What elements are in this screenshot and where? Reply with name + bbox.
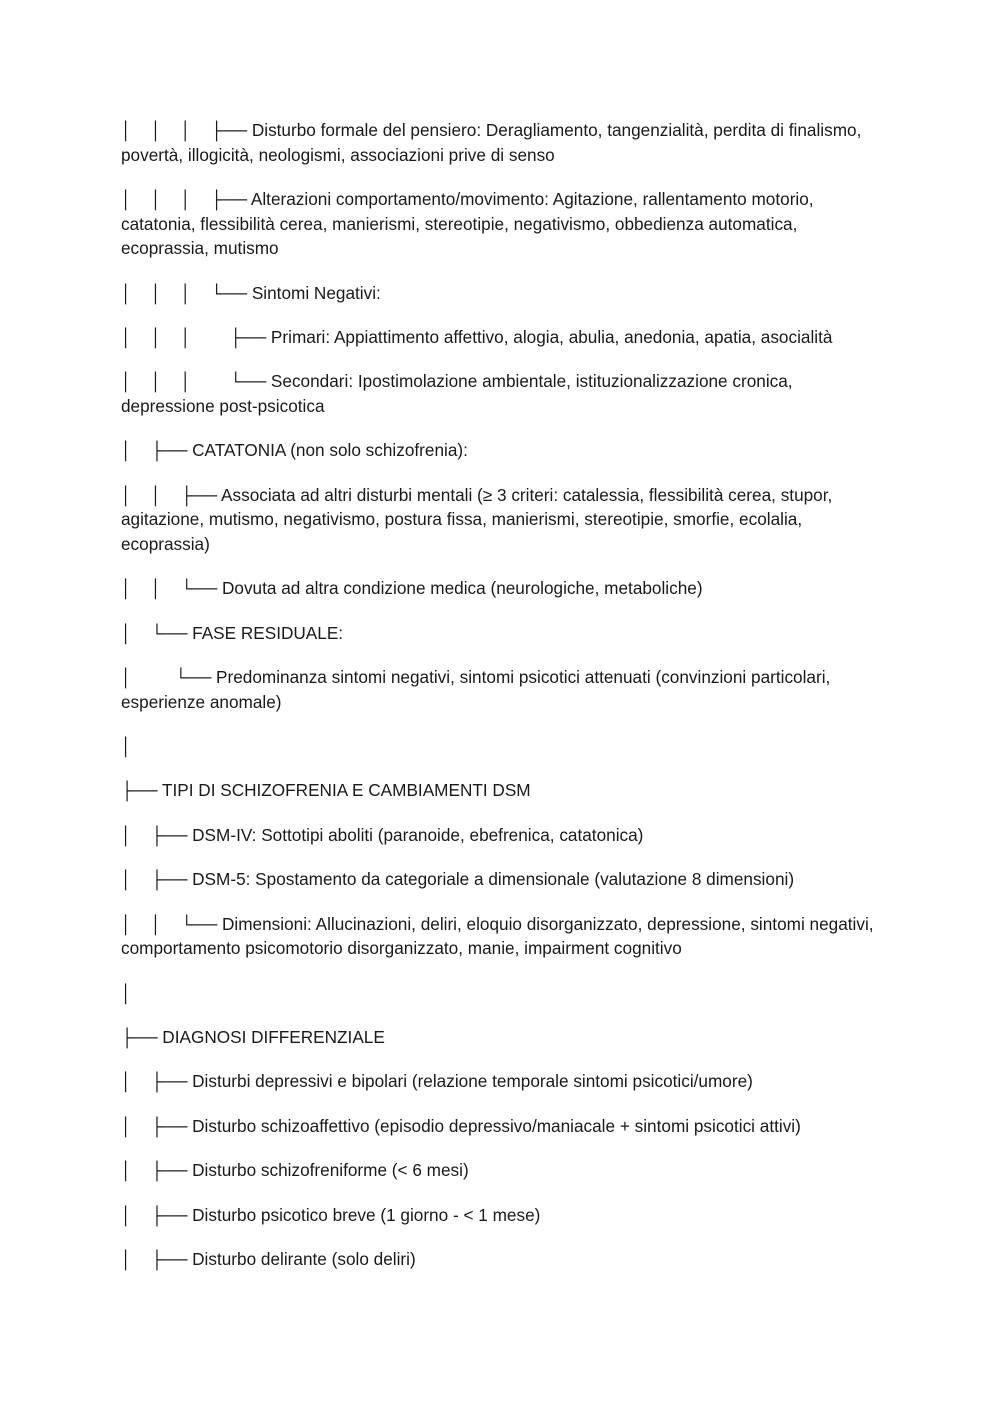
- outline-line-residual-phase: │ └── FASE RESIDUALE:: [121, 622, 344, 643]
- outline-line-catatonia-associated: │ │ ├── Associata ad altri disturbi mentali (≥ 3 criteri: catalessia, flessibilità cerea, stupor, agitazione, mutismo, negativismo, postura fissa, manierismi, stereotipie, smorfie, ecolalia, ecoprassia): [121, 484, 838, 554]
- outline-line-behavior-movement: │ │ │ ├── Alterazioni comportamento/movimento: Agitazione, rallentamento motorio, catatonia, flessibilità cerea, manierismi, stereotipie, negativismo, obbedienza automatica, ecoprassia, mutismo: [121, 188, 819, 259]
- outline-line-types-heading: ├── TIPI DI SCHIZOFRENIA E CAMBIAMENTI DSM: [121, 780, 531, 801]
- outline-line-delusional: │ ├── Disturbo delirante (solo deliri): [121, 1248, 416, 1269]
- outline-line-schizoaffective: │ ├── Disturbo schizoaffettivo (episodio depressivo/maniacale + sintomi psicotici attivi): [121, 1115, 801, 1136]
- outline-line-formal-thought-disorder: │ │ │ ├── Disturbo formale del pensiero: Deragliamento, tangenzialità, perdita di finalismo, povertà, illogicità, neologismi, associazioni prive di senso: [121, 120, 867, 165]
- outline-line-primary: │ │ │ ├── Primari: Appiattimento affettivo, alogia, abulia, anedonia, apatia, asocialità: [121, 326, 833, 347]
- outline-line-schizophreniform: │ ├── Disturbo schizofreniforme (< 6 mesi): [121, 1160, 469, 1181]
- outline-line-catatonia-medical: │ │ └── Dovuta ad altra condizione medica (neurologiche, metaboliche): [121, 578, 703, 599]
- outline-line-dsm-iv: │ ├── DSM-IV: Sottotipi aboliti (paranoide, ebefrenica, catatonica): [121, 824, 644, 845]
- outline-line-secondary: │ │ │ └── Secondari: Ipostimolazione ambientale, istituzionalizzazione cronica, depressione post-psicotica: [121, 371, 798, 416]
- outline-line-connector: │: [121, 736, 132, 757]
- outline-line-differential-heading: ├── DIAGNOSI DIFFERENZIALE: [121, 1027, 385, 1047]
- outline-line-negative-symptoms: │ │ │ └── Sintomi Negativi:: [121, 282, 381, 303]
- outline-line-dimensions: │ │ └── Dimensioni: Allucinazioni, deliri, eloquio disorganizzato, depressione, sintomi negativi, comportamento psicomotorio disorganizzato, manie, impairment cognitivo: [121, 913, 879, 959]
- outline-content: [121, 118, 883, 1291]
- outline-line-dsm-5: │ ├── DSM-5: Spostamento da categoriale a dimensionale (valutazione 8 dimensioni): [121, 869, 795, 890]
- outline-line-depressive-bipolar: │ ├── Disturbi depressivi e bipolari (relazione temporale sintomi psicotici/umore): [121, 1071, 753, 1092]
- outline-line-brief-psychotic: │ ├── Disturbo psicotico breve (1 giorno - < 1 mese): [121, 1204, 541, 1225]
- outline-line-catatonia: │ ├── CATATONIA (non solo schizofrenia):: [121, 440, 468, 461]
- outline-line-residual-detail: │ └── Predominanza sintomi negativi, sintomi psicotici attenuati (convinzioni particolari, esperienze anomale): [121, 667, 836, 712]
- outline-line-connector: │: [121, 982, 132, 1003]
